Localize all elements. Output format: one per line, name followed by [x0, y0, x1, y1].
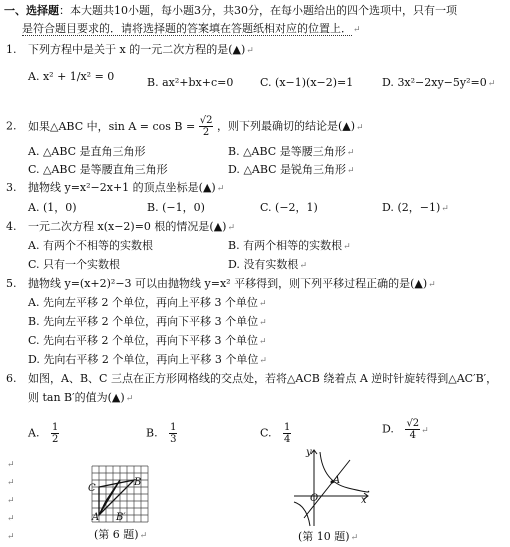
question-5-option-a: A. 先向左平移 2 个单位，再向上平移 3 个单位↵	[28, 296, 267, 309]
question-6-stem-line2: 则 tan B′的值为(▲)↵	[28, 391, 134, 404]
section-heading: 一、选择题	[4, 4, 59, 17]
section-intro-line1: 一、选择题：本大题共10小题，每小题3分，共30分，在每小题给出的四个选项中，只有一项	[4, 4, 457, 17]
question-1-option-b: B. ax²+bx+c=0	[147, 76, 234, 89]
question-3-option-d: D. (2，−1)↵	[382, 201, 449, 214]
question-3-option-b: B. (−1，0)	[147, 201, 205, 214]
fig6-label-a: A	[92, 512, 100, 523]
paragraph-mark: ↵	[7, 532, 15, 542]
question-2-option-b: B. △ABC 是等腰三角形↵	[228, 145, 355, 158]
question-6-option-c: C. $\frac{1}{4}$	[260, 422, 291, 445]
question-1-option-d: D. 3x²−2xy−5y²=0↵	[382, 76, 496, 89]
figure-6-caption: (第 6 题)↵	[94, 528, 148, 541]
question-6-stem-line1: 6. 如图，A、B、C 三点在正方形网格线的交点处，若将△ACB 绕着点 A 逆时针旋转得到△AC′B′，	[6, 372, 498, 385]
question-6-option-d: D. $\frac{√2}{4}$ ↵	[382, 418, 429, 441]
question-2-stem: 2. 如果△ABC 中，sin A = cos B = $\frac{√2}{2}$ ，则下列最确切的结论是(▲)↵	[6, 115, 364, 138]
question-5-option-c: C. 先向右平移 2 个单位，再向下平移 3 个单位↵	[28, 334, 267, 347]
fig6-label-c: C	[88, 483, 96, 494]
fig6-label-bprime: B′	[116, 512, 126, 523]
question-2-option-d: D. △ABC 是锐角三角形↵	[228, 163, 355, 176]
paragraph-mark: ↵	[7, 514, 15, 524]
question-4-option-d: D. 没有实数根↵	[228, 258, 307, 271]
question-4-option-b: B. 有两个相等的实数根↵	[228, 239, 351, 252]
paragraph-mark: ↵	[7, 478, 15, 488]
question-2-option-a: A. △ABC 是直角三角形	[28, 145, 146, 158]
question-4-option-a: A. 有两个不相等的实数根	[28, 239, 153, 252]
question-5-option-d: D. 先向右平移 2 个单位，再向上平移 3 个单位↵	[28, 353, 267, 366]
question-1-option-a: A. x² + 1/x² = 0	[28, 70, 115, 83]
question-3-option-c: C. (−2，1)	[260, 201, 318, 214]
question-2-option-c: C. △ABC 是等腰直角三角形	[28, 163, 168, 176]
question-4-option-c: C. 只有一个实数根	[28, 258, 121, 271]
sqrt2-over-2-fraction: $\frac{√2}{2}$	[199, 115, 213, 138]
figure-10-caption: (第 10 题)↵	[298, 530, 359, 543]
paragraph-mark: ↵	[7, 496, 15, 506]
paragraph-mark: ↵	[7, 460, 15, 470]
fig10-label-y: y	[306, 447, 312, 458]
question-6-option-b: B. $\frac{1}{3}$	[146, 422, 177, 445]
figure-6-grid	[86, 462, 176, 526]
fig10-label-x: x	[361, 495, 367, 506]
question-5-stem: 5. 抛物线 y=(x+2)²−3 可以由抛物线 y=x² 平移得到，则下列平移过程正确的是(▲)↵	[6, 277, 436, 290]
question-1-option-c: C. (x−1)(x−2)=1	[260, 76, 354, 89]
figure-10-graph	[290, 446, 370, 528]
fig6-label-b: B	[134, 477, 142, 488]
fig10-label-a: A	[333, 475, 341, 486]
section-intro-line2: 是符合题目要求的．请将选择题的答案填在答题纸相对应的位置上．↵	[22, 22, 361, 35]
question-5-option-b: B. 先向左平移 2 个单位，再向下平移 3 个单位↵	[28, 315, 267, 328]
question-4-stem: 4. 一元二次方程 x(x−2)=0 根的情况是(▲)↵	[6, 220, 236, 233]
question-1-stem: 1. 下列方程中是关于 x 的一元二次方程的是(▲)↵	[6, 43, 254, 56]
fig10-label-o: O	[310, 493, 319, 504]
question-3-stem: 3. 抛物线 y=x²−2x+1 的顶点坐标是(▲)↵	[6, 181, 225, 194]
question-6-option-a: A. $\frac{1}{2}$	[28, 422, 59, 445]
question-3-option-a: A. (1，0)	[28, 201, 77, 214]
